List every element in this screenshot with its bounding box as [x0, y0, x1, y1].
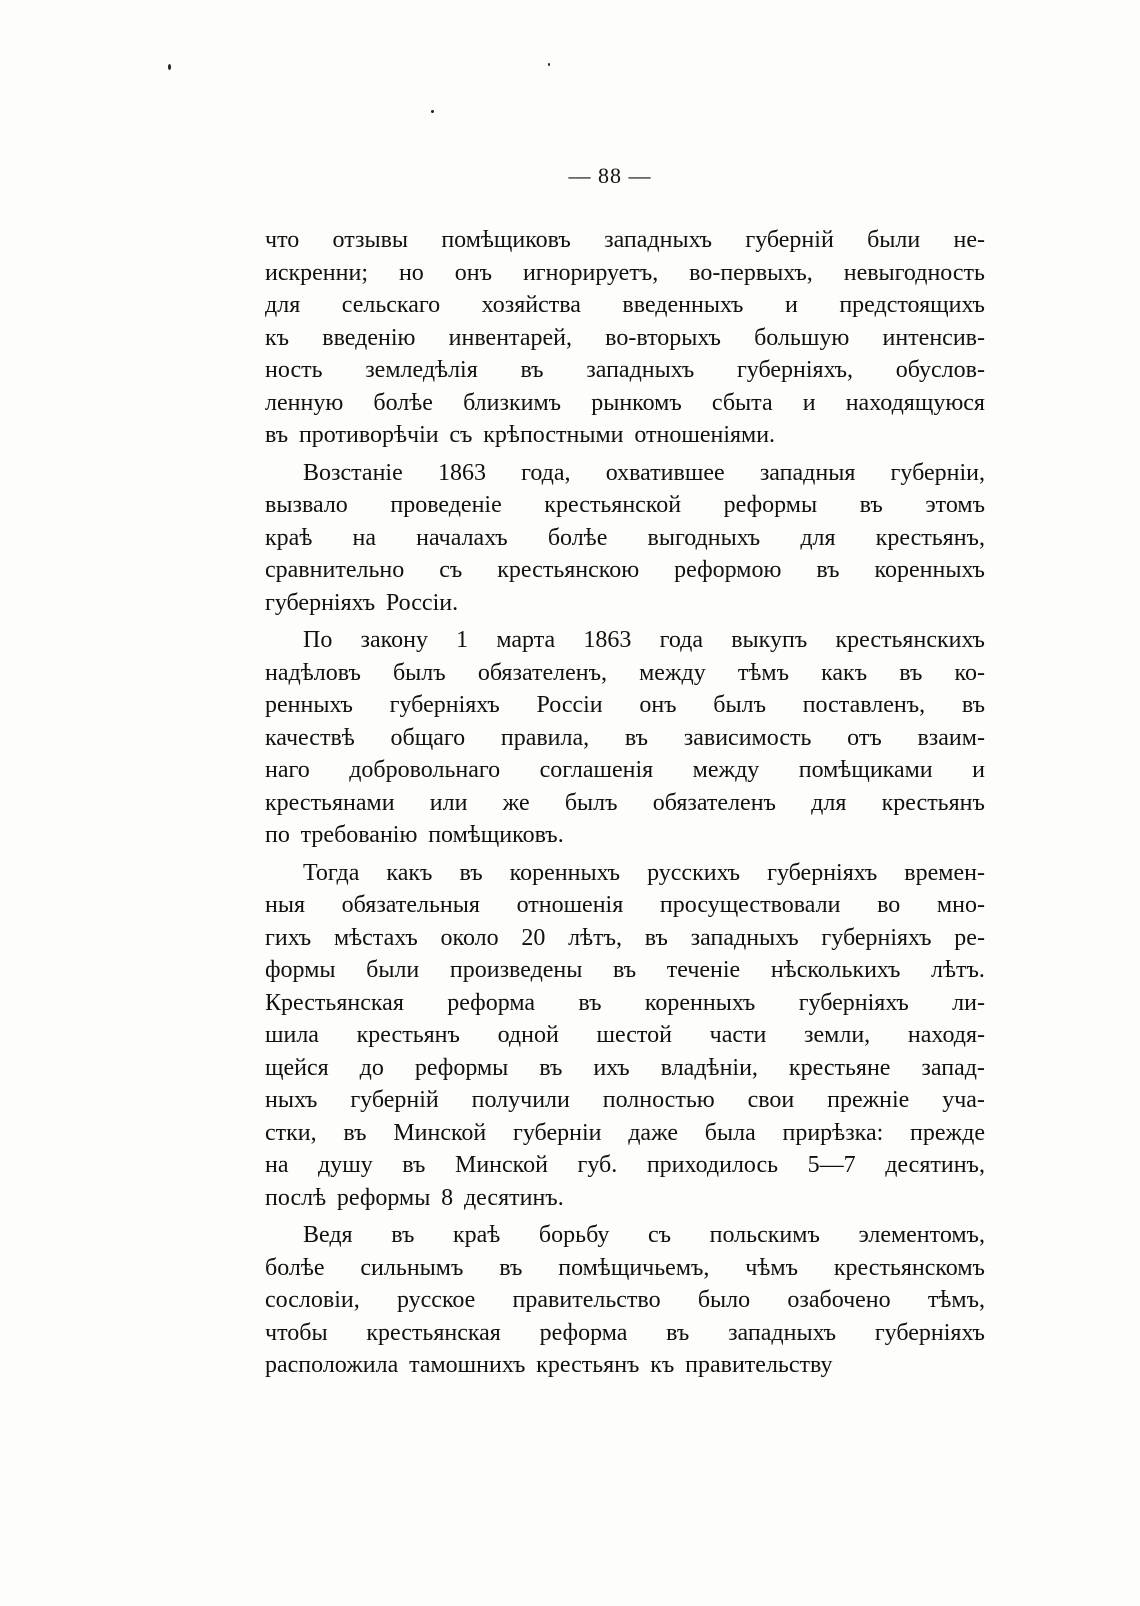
text-line: Тогда какъ въ коренныхъ русскихъ губерніяхъ времен-	[303, 859, 985, 886]
text-line: наго добровольнаго соглашенія между помѣщиками и	[265, 757, 985, 783]
text-line: По закону 1 марта 1863 года выкупъ крестьянскихъ	[303, 627, 985, 653]
text-line: Возстаніе 1863 года, охватившее западныя губерніи,	[303, 459, 985, 486]
text-line: для сельскаго хозяйства введенныхъ и предстоящихъ	[265, 292, 985, 318]
text-line: вызвало проведеніе крестьянской реформы въ этомъ	[265, 492, 985, 518]
text-line: Ведя въ краѣ борьбу съ польскимъ элементомъ,	[303, 1222, 985, 1248]
text-line: краѣ на началахъ болѣе выгодныхъ для крестьянъ,	[265, 524, 985, 551]
text-line: щейся до реформы въ ихъ владѣніи, крестьяне запад-	[265, 1054, 985, 1081]
text-line: на душу въ Минской губ. приходилось 5—7 десятинъ,	[265, 1152, 985, 1178]
ink-speck	[168, 64, 171, 70]
text-line: по требованію помѣщиковъ.	[265, 822, 564, 848]
text-line: ленную болѣе близкимъ рынкомъ сбыта и находящуюся	[265, 389, 985, 416]
text-line: ность земледѣлія въ западныхъ губерніяхъ, обуслов-	[265, 357, 985, 383]
text-line: крестьянами или же былъ обязателенъ для крестьянъ	[265, 789, 985, 816]
page-number: — 88 —	[568, 163, 652, 188]
paragraph	[265, 224, 985, 452]
paragraph	[265, 857, 985, 1215]
text-line: качествѣ общаго правила, въ зависимость отъ взаим-	[265, 724, 985, 751]
text-line: гихъ мѣстахъ около 20 лѣтъ, въ западныхъ губерніяхъ ре-	[265, 924, 985, 951]
text-line: въ противорѣчіи съ крѣпостными отношеніями.	[265, 422, 776, 448]
text-line: чтобы крестьянская реформа въ западныхъ губерніяхъ	[265, 1319, 985, 1346]
text-line: губерніяхъ Россіи.	[265, 589, 459, 616]
text-line: къ введенію инвентарей, во-вторыхъ большую интенсив-	[265, 324, 985, 351]
text-line: формы были произведены въ теченіе нѣсколькихъ лѣтъ.	[265, 957, 985, 983]
text-line: шила крестьянъ одной шестой части земли, находя-	[265, 1022, 985, 1048]
text-line: ренныхъ губерніяхъ Россіи онъ былъ поставленъ, въ	[265, 692, 985, 718]
text-line: сословіи, русское правительство было озабочено тѣмъ,	[265, 1287, 985, 1313]
text-line: надѣловъ былъ обязателенъ, между тѣмъ какъ въ ко-	[265, 659, 985, 686]
paragraph	[265, 624, 985, 852]
text-line: ныхъ губерній получили полностью свои прежніе уча-	[265, 1087, 985, 1113]
text-line: Крестьянская реформа въ коренныхъ губерніяхъ ли-	[265, 989, 985, 1016]
body-text	[265, 224, 985, 1382]
text-line: искренни; но онъ игнорируетъ, во-первыхъ, невыгодность	[265, 259, 985, 286]
text-line: расположила тамошнихъ крестьянъ къ правительству	[265, 1352, 833, 1378]
ink-speck	[548, 63, 550, 66]
text-line: болѣе сильнымъ въ помѣщичьемъ, чѣмъ крестьянскомъ	[265, 1254, 985, 1281]
paragraph	[265, 1219, 985, 1382]
text-line: послѣ реформы 8 десятинъ.	[265, 1184, 564, 1211]
paragraph	[265, 457, 985, 620]
text-line: стки, въ Минской губерніи даже была прирѣзка: прежде	[265, 1119, 985, 1146]
text-line: сравнительно съ крестьянскою реформою въ коренныхъ	[265, 557, 985, 583]
text-line: что отзывы помѣщиковъ западныхъ губерній были не-	[265, 227, 985, 253]
ink-speck	[431, 110, 434, 113]
text-line: ныя обязательныя отношенія просуществовали во мно-	[265, 892, 985, 918]
